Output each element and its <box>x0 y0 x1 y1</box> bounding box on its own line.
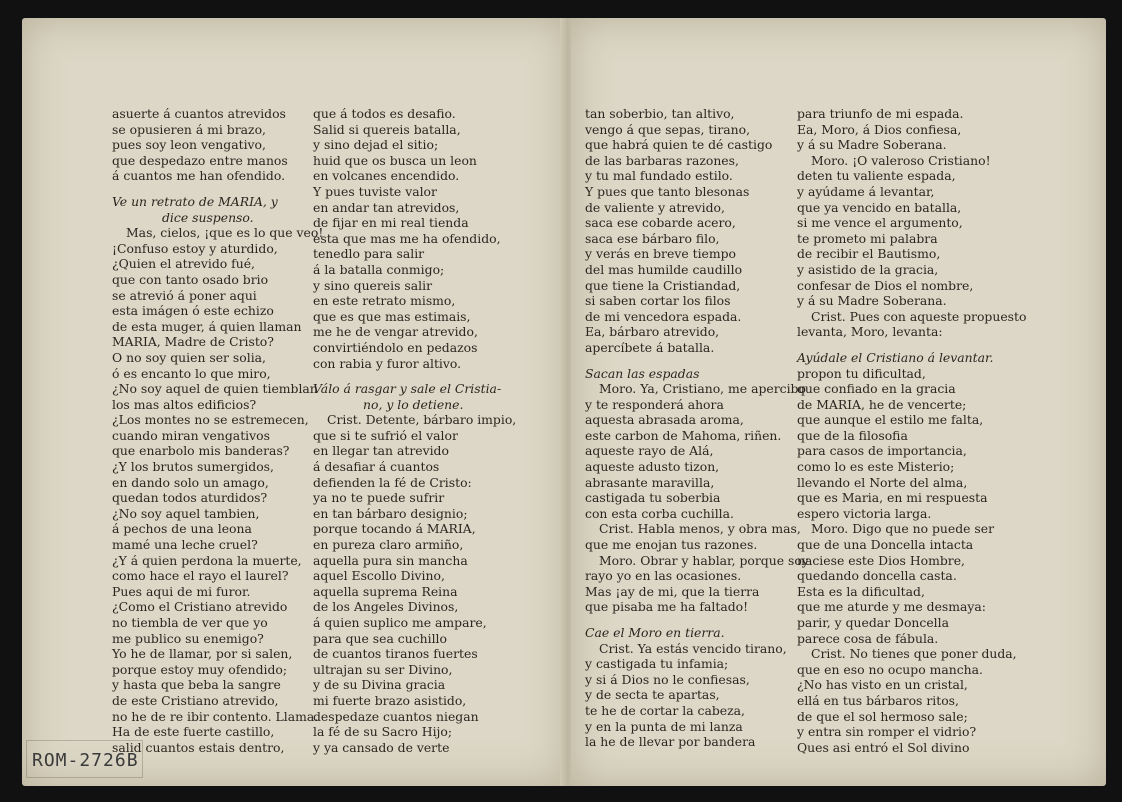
text-line: Moro. Obrar y hablar, porque soy <box>599 552 809 568</box>
text-line: quedando doncella casta. <box>797 568 957 584</box>
text-line: Ayúdale el Cristiano á levantar. <box>797 349 994 365</box>
text-line: porque tocando á MARIA, <box>313 521 476 537</box>
text-line: que aunque el estilo me falta, <box>797 412 984 428</box>
text-line: deten tu valiente espada, <box>797 168 956 184</box>
text-line: que ya vencido en batalla, <box>797 199 962 215</box>
text-line: en tan bárbaro designio; <box>313 505 468 521</box>
text-line: Sacan las espadas <box>585 365 700 381</box>
text-line: vengo á que sepas, tirano, <box>585 121 751 137</box>
text-line: espero victoria larga. <box>797 505 932 521</box>
text-line: aquel Escollo Divino, <box>313 568 445 584</box>
text-line: ¿Y á quien perdona la muerte, <box>112 552 302 568</box>
column-1 <box>112 106 323 755</box>
text-line: Mas ¡ay de mi, que la tierra <box>585 583 760 599</box>
text-line: ¿Quien el atrevido fué, <box>112 256 255 272</box>
text-line: ¡Confuso estoy y aturdido, <box>112 240 278 256</box>
text-line <box>585 356 809 366</box>
text-line: que tiene la Cristiandad, <box>585 277 741 293</box>
text-line: y ayúdame á levantar, <box>797 183 935 199</box>
text-line: y tu mal fundado estilo. <box>585 168 733 184</box>
text-line: de los Angeles Divinos, <box>313 599 459 615</box>
text-line: convirtiéndolo en pedazos <box>313 339 478 355</box>
text-line: y sino quereis salir <box>313 277 432 293</box>
text-line: y ya cansado de verte <box>313 739 450 755</box>
text-line: se opusieren á mi brazo, <box>112 121 266 137</box>
text-line: no tiembla de ver que yo <box>112 615 268 630</box>
text-line: asuerte á cuantos atrevidos <box>112 106 286 121</box>
text-line: aqueste adusto tizon, <box>585 459 720 475</box>
text-line: ellá en tus bárbaros ritos, <box>797 692 959 708</box>
text-line: mamé una leche cruel? <box>112 537 258 553</box>
text-line: Moro. Digo que no puede ser <box>811 521 995 537</box>
text-line: no he de re ibir contento. Llama. <box>112 708 319 724</box>
text-line: despedaze cuantos niegan <box>313 708 479 724</box>
text-line: Y pues tuviste valor <box>313 183 437 199</box>
text-line: te he de cortar la cabeza, <box>585 702 745 718</box>
text-line: y de su Divina gracia <box>313 677 446 693</box>
text-line: la he de llevar por bandera <box>585 734 756 750</box>
text-line: ya no te puede sufrir <box>313 490 445 506</box>
column-3 <box>585 106 809 750</box>
text-line: y á su Madre Soberana. <box>797 137 947 153</box>
text-line: de esta muger, á quien llaman <box>112 318 302 334</box>
text-line: y si á Dios no le confiesas, <box>585 671 750 687</box>
text-line: Cae el Moro en tierra. <box>585 625 725 640</box>
text-line: abrasante maravilla, <box>585 474 715 490</box>
text-line: dice suspenso. <box>162 209 254 225</box>
column-2 <box>313 106 516 755</box>
text-line: mi fuerte brazo asistido, <box>313 692 467 708</box>
text-line: Crist. No tienes que poner duda, <box>811 646 1017 662</box>
text-line: y en la punta de mi lanza <box>585 718 743 734</box>
text-line: con rabia y furor altivo. <box>313 355 462 371</box>
text-line: si me vence el argumento, <box>797 215 963 231</box>
text-line: que de la filosofia <box>797 427 908 443</box>
text-line: en dando solo un amago, <box>112 474 269 490</box>
text-line: para que sea cuchillo <box>313 630 447 646</box>
text-line: que con tanto osado brio <box>112 271 269 287</box>
text-line <box>112 184 323 194</box>
text-line: ¿Como el Cristiano atrevido <box>112 599 288 615</box>
text-line: rayo yo en las ocasiones. <box>585 568 742 584</box>
text-line: ¿No has visto en un cristal, <box>797 677 968 693</box>
text-line: que pisaba me ha faltado! <box>585 599 749 615</box>
text-line: aquella pura sin mancha <box>313 552 468 568</box>
text-line: que es Maria, en mi respuesta <box>797 490 988 506</box>
text-line: cuando miran vengativos <box>112 427 270 443</box>
text-line: y te responderá ahora <box>585 396 724 412</box>
text-line: á cuantos me han ofendido. <box>112 168 286 184</box>
text-line: Esta es la dificultad, <box>797 583 925 599</box>
text-line: confesar de Dios el nombre, <box>797 277 974 293</box>
text-line: defienden la fé de Cristo: <box>313 474 472 490</box>
text-line: esta imágen ó este echizo <box>112 303 274 319</box>
text-line: te prometo mi palabra <box>797 230 938 246</box>
text-line: tan soberbio, tan altivo, <box>585 106 735 121</box>
text-line: de cuantos tiranos fuertes <box>313 646 478 662</box>
text-line: aquella suprema Reina <box>313 583 458 599</box>
text-line: ó es encanto lo que miro, <box>112 365 271 381</box>
text-line: que confiado en la gracia <box>797 381 956 397</box>
text-line: naciese este Dios Hombre, <box>797 552 965 568</box>
text-line: á quien suplico me ampare, <box>313 615 487 630</box>
text-line: como lo es este Misterio; <box>797 459 955 475</box>
text-line: que de una Doncella intacta <box>797 537 974 553</box>
text-line: de valiente y atrevido, <box>585 199 725 215</box>
text-line: en pureza claro armiño, <box>313 537 464 553</box>
text-line: porque estoy muy ofendido; <box>112 661 288 677</box>
text-line: parir, y quedar Doncella <box>797 615 949 630</box>
text-line: Válo á rasgar y sale el Cristia- <box>313 381 502 397</box>
text-line: y sino dejad el sitio; <box>313 137 439 153</box>
text-line: que es que mas estimais, <box>313 308 471 324</box>
text-line: Pues aqui de mi furor. <box>112 583 251 599</box>
text-line: en andar tan atrevidos, <box>313 199 460 215</box>
column-4 <box>797 106 1026 755</box>
text-line: me publico su enemigo? <box>112 630 264 646</box>
text-line: parece cosa de fábula. <box>797 630 939 646</box>
text-line: levanta, Moro, levanta: <box>797 324 943 340</box>
text-line: aqueste rayo de Alá, <box>585 443 714 459</box>
text-line: como hace el rayo el laurel? <box>112 568 289 584</box>
text-line: y asistido de la gracia, <box>797 261 939 277</box>
text-line: ¿Los montes no se estremecen, <box>112 412 309 428</box>
text-line: Moro. ¡O valeroso Cristiano! <box>811 152 991 168</box>
text-line <box>797 340 1026 350</box>
text-line: Salid si quereis batalla, <box>313 121 461 137</box>
text-line: Ques asi entró el Sol divino <box>797 739 970 755</box>
text-line: de este Cristiano atrevido, <box>112 692 279 708</box>
text-line: á desafiar á cuantos <box>313 459 440 475</box>
text-line: esta que mas me ha ofendido, <box>313 230 501 246</box>
text-line: Moro. Ya, Cristiano, me apercibo <box>599 381 806 397</box>
text-line: Ea, bárbaro atrevido, <box>585 324 720 340</box>
text-line: quedan todos aturdidos? <box>112 490 268 506</box>
text-line: los mas altos edificios? <box>112 396 257 412</box>
text-line: ¿No soy aquel tambien, <box>112 505 260 521</box>
text-line: Ha de este fuerte castillo, <box>112 724 275 740</box>
text-line: O no soy quien ser solia, <box>112 349 266 365</box>
text-line: y hasta que beba la sangre <box>112 677 281 693</box>
text-line: y á su Madre Soberana. <box>797 293 947 309</box>
text-line: castigada tu soberbia <box>585 490 721 506</box>
text-line: me he de vengar atrevido, <box>313 324 478 340</box>
text-line: no, y lo detiene. <box>363 396 464 412</box>
text-line: salid cuantos estais dentro, <box>112 739 285 755</box>
text-line: y verás en breve tiempo <box>585 246 737 262</box>
text-line: este carbon de Mahoma, riñen. <box>585 427 782 443</box>
text-line: de mi vencedora espada. <box>585 308 742 324</box>
text-line <box>313 371 516 381</box>
text-line: Mas, cielos, ¡que es lo que veo! <box>126 225 324 241</box>
text-line: saca ese cobarde acero, <box>585 215 736 231</box>
text-line <box>585 615 809 625</box>
text-line: que despedazo entre manos <box>112 152 288 168</box>
text-line: de que el sol hermoso sale; <box>797 708 968 724</box>
text-line: de fijar en mi real tienda <box>313 215 469 231</box>
text-line: de recibir el Bautismo, <box>797 246 941 262</box>
text-line: la fé de su Sacro Hijo; <box>313 724 453 740</box>
text-line: huid que os busca un leon <box>313 152 477 168</box>
text-line: Y pues que tanto blesonas <box>585 183 750 199</box>
text-line: tenedlo para salir <box>313 246 425 262</box>
text-line: para casos de importancia, <box>797 443 967 459</box>
text-line: Yo he de llamar, por si salen, <box>112 646 293 662</box>
text-line: ¿No soy aquel de quien tiemblan <box>112 381 318 397</box>
text-line: saca ese bárbaro filo, <box>585 230 720 246</box>
text-line: si saben cortar los filos <box>585 293 731 309</box>
text-line: que á todos es desafio. <box>313 106 456 121</box>
text-line: Ve un retrato de MARIA, y <box>112 193 278 209</box>
text-line: ¿Y los brutos sumergidos, <box>112 459 274 475</box>
shelfmark: ROM-2726B <box>32 750 139 771</box>
text-line: del mas humilde caudillo <box>585 261 743 277</box>
text-line: propon tu dificultad, <box>797 365 926 381</box>
text-line: Crist. Habla menos, y obra mas, <box>599 521 801 537</box>
text-line: Ea, Moro, á Dios confiesa, <box>797 121 962 137</box>
text-line: Crist. Ya estás vencido tirano, <box>599 640 787 656</box>
text-line: que enarbolo mis banderas? <box>112 443 290 459</box>
text-line: en llegar tan atrevido <box>313 443 449 459</box>
text-line: y entra sin romper el vidrio? <box>797 724 977 740</box>
text-line: Crist. Pues con aqueste propuesto <box>811 308 1027 324</box>
text-line: en este retrato mismo, <box>313 293 456 309</box>
text-line: apercíbete á batalla. <box>585 339 715 355</box>
text-line: para triunfo de mi espada. <box>797 106 964 121</box>
text-line: pues soy leon vengativo, <box>112 137 266 153</box>
text-line: de las barbaras razones, <box>585 152 739 168</box>
text-line: y castigada tu infamia; <box>585 656 729 672</box>
text-line: con esta corba cuchilla. <box>585 505 734 521</box>
text-line: á pechos de una leona <box>112 521 252 537</box>
text-line: MARIA, Madre de Cristo? <box>112 334 274 350</box>
text-line: Crist. Detente, bárbaro impio, <box>327 412 517 428</box>
text-line: que habrá quien te dé castigo <box>585 137 773 153</box>
text-line: ultrajan su ser Divino, <box>313 661 453 677</box>
text-line: á la batalla conmigo; <box>313 261 445 277</box>
text-line: aquesta abrasada aroma, <box>585 412 744 428</box>
text-line: en volcanes encendido. <box>313 168 460 184</box>
text-line: que me enojan tus razones. <box>585 537 758 553</box>
text-line: de MARIA, he de vencerte; <box>797 396 967 412</box>
text-line: y de secta te apartas, <box>585 687 720 703</box>
text-line: llevando el Norte del alma, <box>797 474 968 490</box>
text-line: se atrevió á poner aqui <box>112 287 257 303</box>
text-line: que me aturde y me desmaya: <box>797 599 986 615</box>
text-line: que si te sufrió el valor <box>313 427 458 443</box>
text-line: que en eso no ocupo mancha. <box>797 661 983 677</box>
